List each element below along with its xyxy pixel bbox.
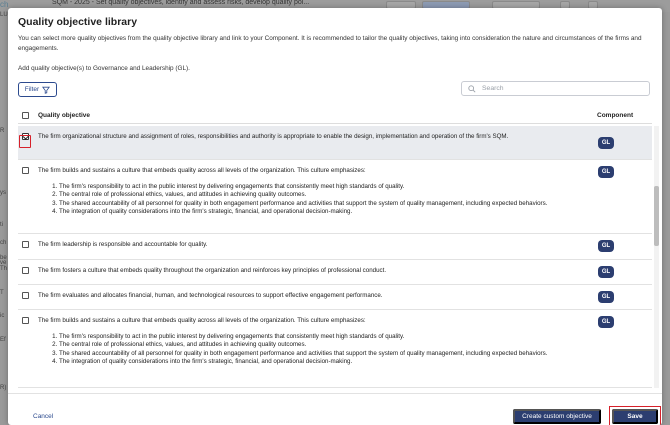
background-logo: ch	[0, 0, 9, 9]
objective-table-body	[18, 126, 652, 388]
objective-emphasis-list	[38, 183, 588, 217]
table-row[interactable]	[18, 126, 652, 160]
dialog-footer	[8, 393, 662, 425]
table-row[interactable]	[18, 160, 652, 234]
objective-text	[38, 241, 588, 250]
list-item: 3. The shared accountability of all personnel for quality in both engagement performance and activities that support the system of quality management, including expected behaviors.	[59, 350, 588, 359]
column-header-objective: Quality objective	[38, 112, 91, 119]
scrollbar-thumb[interactable]	[654, 186, 659, 246]
filter-button[interactable]	[18, 82, 57, 97]
table-row[interactable]	[18, 310, 652, 388]
background-left-label: ti	[0, 222, 3, 228]
table-row[interactable]	[18, 260, 652, 285]
quality-objective-dialog	[8, 8, 662, 425]
create-custom-objective-button[interactable]: Create custom objective	[513, 409, 601, 424]
background-left-label: Ef	[0, 337, 6, 343]
background-left-label: T	[0, 290, 4, 296]
column-header-component: Component	[597, 112, 634, 119]
background-left-label: R	[0, 128, 5, 134]
objective-description: The firm builds and sustains a culture that embeds quality across all levels of the organization. This culture emphasizes:	[38, 167, 366, 174]
objective-emphasis-list	[38, 333, 588, 367]
component-badge[interactable]: GL	[598, 291, 614, 303]
list-item: 1. The firm's responsibility to act in the public interest by delivering engagements that consistently meet high standards of quality.	[59, 333, 588, 342]
row-checkbox[interactable]	[22, 241, 29, 248]
component-badge[interactable]: GL	[598, 316, 614, 328]
select-all-checkbox[interactable]	[22, 112, 29, 119]
list-item: 1. The firm's responsibility to act in the public interest by delivering engagements that consistently meet high standards of quality.	[59, 183, 588, 192]
dialog-description: You can select more quality objectives from the quality objective library and link to your Component. It is recommended to tailor the quality objectives, taking into consideration the nature and circumstances of the firms and engagements.	[18, 35, 642, 52]
component-badge[interactable]: GL	[598, 137, 614, 149]
objective-text	[38, 133, 588, 142]
component-badge[interactable]: GL	[598, 166, 614, 178]
background-left-label: be	[0, 255, 7, 261]
background-left-label: ic	[0, 313, 5, 319]
table-header	[18, 110, 652, 124]
component-badge[interactable]: GL	[598, 266, 614, 278]
background-left-label: R)	[0, 385, 7, 391]
save-button[interactable]: Save	[612, 409, 658, 424]
component-badge[interactable]: GL	[598, 240, 614, 252]
table-row[interactable]	[18, 285, 652, 310]
search-icon	[468, 85, 476, 93]
search-input[interactable]	[482, 85, 632, 92]
objective-description: The firm builds and sustains a culture that embeds quality across all levels of the organization. This culture emphasizes:	[38, 317, 366, 324]
row-checkbox[interactable]	[22, 133, 29, 140]
search-field[interactable]	[461, 81, 650, 96]
row-checkbox[interactable]	[22, 292, 29, 299]
objective-text	[38, 317, 588, 367]
background-left-label: Th	[0, 266, 8, 272]
filter-label: Filter	[24, 86, 40, 93]
scrollbar[interactable]	[654, 126, 659, 388]
dialog-subtitle: Add quality objective(s) to Governance and Leadership (GL).	[18, 65, 190, 72]
objective-description: The firm evaluates and allocates financial, human, and technological resources to support effective engagement performance.	[38, 292, 383, 299]
list-item: 2. The central role of professional ethics, values, and attitudes in achieving quality outcomes.	[59, 341, 588, 350]
row-checkbox[interactable]	[22, 267, 29, 274]
filter-icon	[42, 86, 50, 94]
list-item: 2. The central role of professional ethics, values, and attitudes in achieving quality outcomes.	[59, 191, 588, 200]
objective-description: The firm fosters a culture that embeds quality throughout the organization and reinforces key principles of professional conduct.	[38, 267, 387, 274]
background-left-label: ch	[0, 240, 7, 246]
background-page-title: SQM - 2025 - Set quality objectives, identify and assess risks, develop quality pol...	[52, 0, 310, 6]
objective-text	[38, 292, 588, 301]
cancel-button[interactable]: Cancel	[33, 413, 54, 420]
table-row[interactable]	[18, 234, 652, 260]
list-item: 4. The integration of quality considerations into the firm's strategic, financial, and operational decision-making.	[59, 358, 588, 367]
objective-description: The firm organizational structure and assignment of roles, responsibilities and authority is appropriate to enable the design, implementation and operation of the firm's SQM.	[38, 133, 509, 140]
dialog-title: Quality objective library	[18, 16, 138, 28]
objective-text	[38, 167, 588, 217]
list-item: 4. The integration of quality considerations into the firm's strategic, financial, and operational decision-making.	[59, 208, 588, 217]
background-left-label: ys	[0, 190, 6, 196]
row-checkbox[interactable]	[22, 317, 29, 324]
objective-description: The firm leadership is responsible and accountable for quality.	[38, 241, 208, 248]
objective-text	[38, 267, 588, 276]
row-checkbox[interactable]	[22, 167, 29, 174]
background-left-label: ve	[0, 260, 7, 266]
background-left-label: LU	[0, 12, 8, 18]
list-item: 3. The shared accountability of all personnel for quality in both engagement performance and activities that support the system of quality management, including expected behaviors.	[59, 200, 588, 209]
